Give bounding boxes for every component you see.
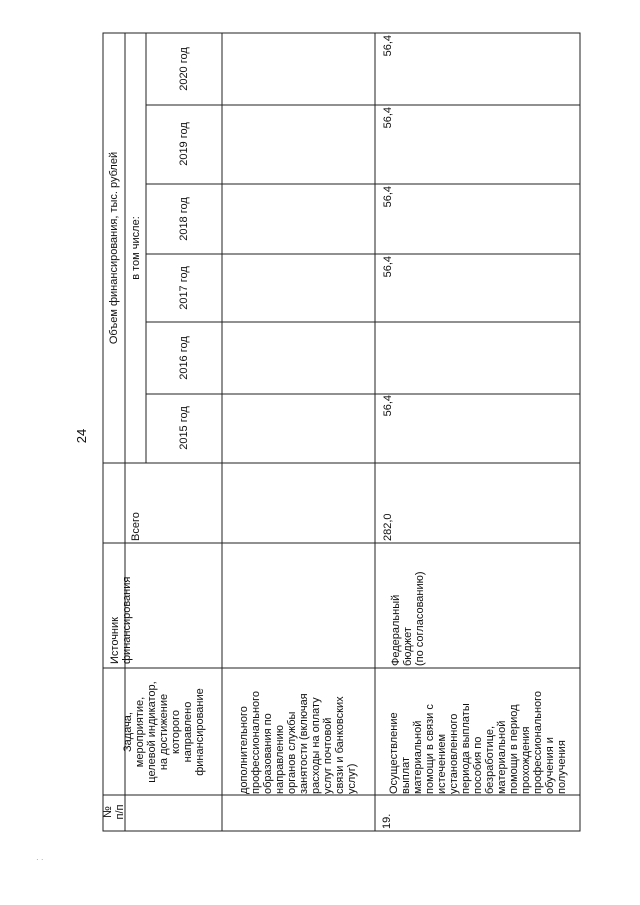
header-year-2020: 2020 год	[178, 47, 190, 91]
page-number: 24	[74, 428, 89, 444]
row-2-value-2019: 56,4	[382, 107, 394, 129]
header-year-2016: 2016 год	[178, 336, 190, 380]
row-2-value-2015: 56,4	[382, 395, 394, 417]
row-2-value-2020: 56,4	[382, 35, 394, 57]
row-2-task: Осуществление выплат материальной помощи в связи с истечением установленного периода выплаты пособия по безработице, материальной помощи в период прохождения профессионального обучения и получения	[388, 690, 568, 794]
header-year-2018: 2018 год	[178, 197, 190, 241]
row-2-source: Федеральный бюджет (по согласованию)	[390, 571, 426, 666]
row-2-num: 19.	[381, 813, 393, 829]
header-year-2017: 2017 год	[178, 266, 190, 310]
header-source: Источник финансирования	[109, 576, 133, 664]
scan-specks: · ·	[36, 855, 44, 864]
header-volume: Объем финансирования, тыс. рублей	[108, 151, 120, 345]
header-including: в том числе:	[130, 216, 142, 280]
row-1-task: дополнительного профессионального образования по направлению органов службы занятости (включая расходы на оплату услуг почтовой связи и банковских услуг)	[238, 690, 358, 794]
header-task: Задача, мероприятие, целевой индикатор, на достижение которого направлено финансирование	[122, 681, 206, 783]
row-2-total: 282,0	[382, 513, 394, 541]
header-total: Всего	[130, 512, 142, 541]
row-2-value-2017: 56,4	[382, 256, 394, 278]
header-year-2019: 2019 год	[178, 122, 190, 166]
header-num: № п/п	[102, 804, 126, 820]
row-2-value-2018: 56,4	[382, 186, 394, 208]
header-year-2015: 2015 год	[178, 406, 190, 450]
